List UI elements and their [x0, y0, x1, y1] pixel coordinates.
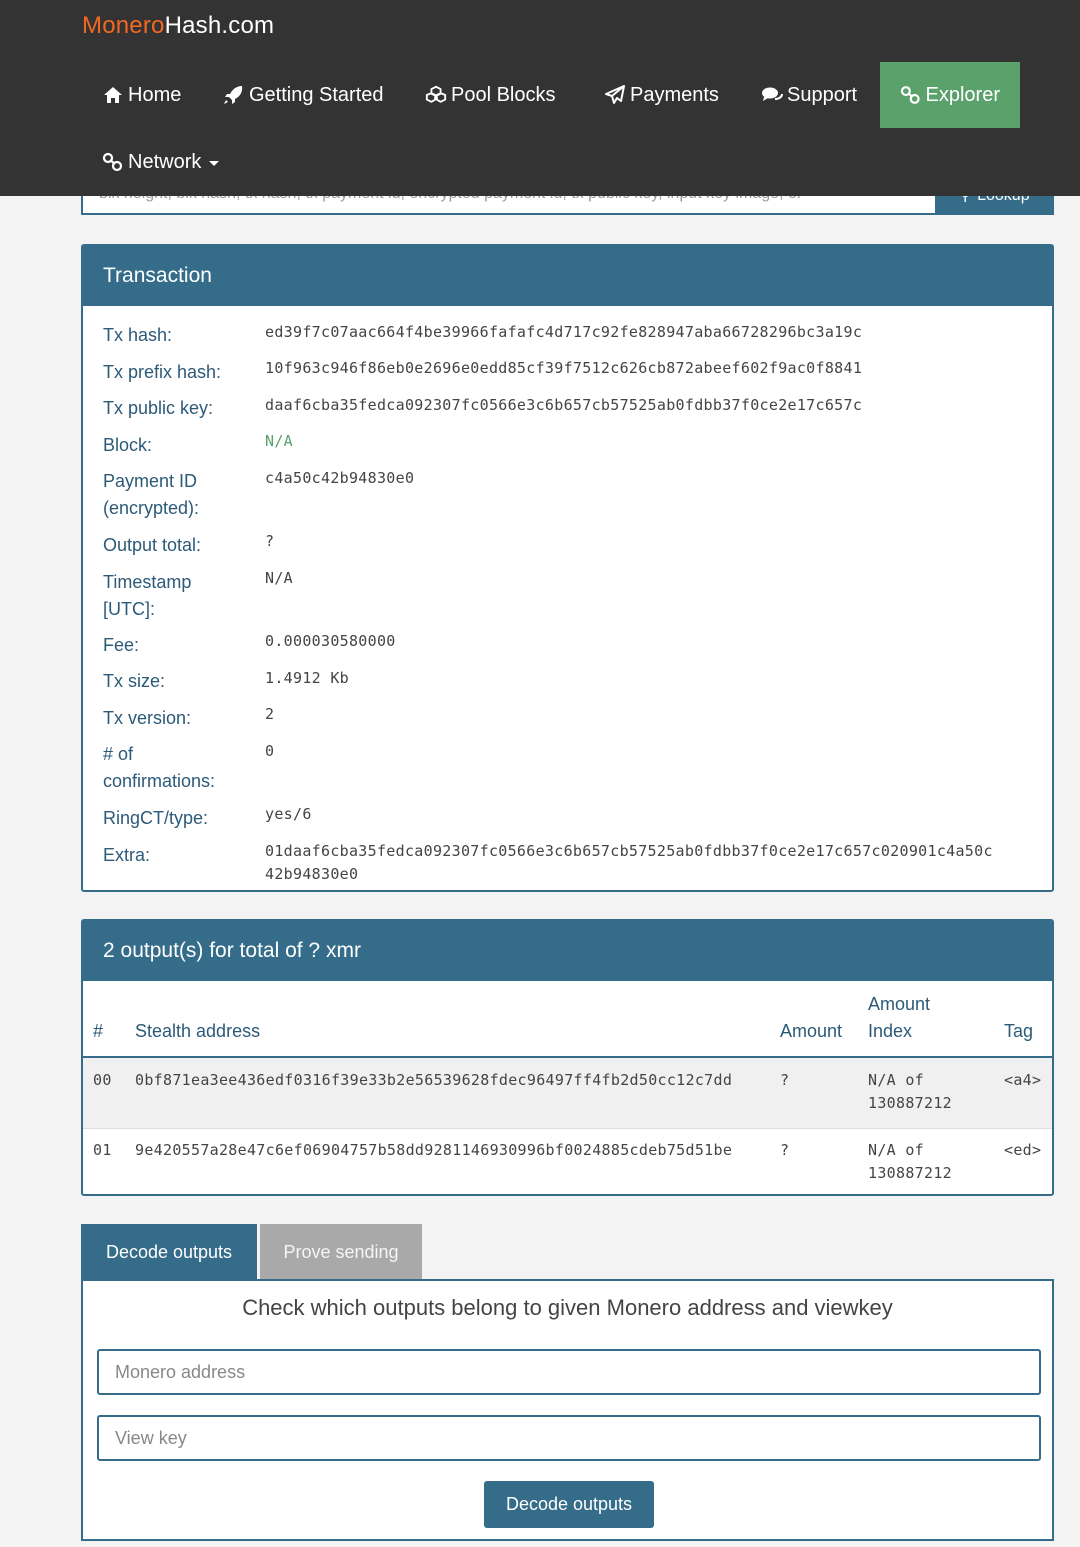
tx-version-value: 2 [265, 705, 275, 723]
payment-id-label-line1: Payment ID [103, 471, 198, 491]
tx-hash-value: ed39f7c07aac664f4be39966fafafc4d717c92fe828947aba66728296bc3a19c [265, 323, 863, 341]
brand-logo[interactable] [82, 12, 274, 40]
transaction-panel [81, 244, 1054, 892]
col-header-stealth-address: Stealth address [135, 1021, 261, 1041]
nav-explorer-label: Explorer [925, 83, 1000, 106]
timestamp-label-line2: [UTC]: [103, 599, 155, 619]
nav-payments-label: Payments [630, 83, 719, 106]
comments-icon [761, 85, 783, 105]
row-amount-index-line2: 130887212 [868, 1094, 952, 1112]
nav-support[interactable] [741, 62, 877, 128]
ringct-label: RingCT/type: [103, 808, 209, 828]
tx-version-label: Tx version: [103, 708, 192, 728]
col-header-amount-index [868, 991, 930, 1045]
row-tag: <ed> [1004, 1141, 1042, 1159]
extra-value-line1: 01daaf6cba35fedca092307fc0566e3c6b657cb57525ab0fdbb37f0ce2e17c657c020901c4a50c [265, 842, 993, 860]
outputs-panel [81, 919, 1054, 1196]
view-key-input[interactable]: View key [97, 1415, 1041, 1461]
tx-size-label: Tx size: [103, 671, 166, 691]
fee-label: Fee: [103, 635, 140, 655]
payment-id-label [103, 468, 199, 522]
payment-id-value: c4a50c42b94830e0 [265, 469, 415, 487]
tx-prefix-hash-value: 10f963c946f86eb0e2696e0edd85cf39f7512c626cb872abeef602f9ac0f8841 [265, 359, 863, 377]
tx-hash-label: Tx hash: [103, 325, 173, 345]
home-icon [102, 85, 124, 105]
block-value[interactable]: N/A [265, 432, 293, 450]
nav-home-label: Home [128, 83, 182, 106]
nav-network-dropdown[interactable] [82, 129, 239, 195]
outputs-panel-title: 2 output(s) for total of ? xmr [83, 921, 1052, 981]
monero-address-input[interactable]: Monero address [97, 1349, 1041, 1395]
col-header-tag: Tag [1004, 1021, 1034, 1041]
row-amount: ? [780, 1141, 790, 1159]
decode-outputs-title: Check which outputs belong to given Monero address and viewkey [242, 1295, 893, 1320]
link-icon [102, 152, 124, 172]
extra-value [265, 840, 993, 886]
confirmations-value: 0 [265, 742, 275, 760]
nav-payments[interactable] [584, 62, 739, 128]
confirmations-label-line1: # of [103, 744, 134, 764]
row-amount-index [868, 1069, 952, 1115]
row-amount: ? [780, 1071, 790, 1089]
nav-home[interactable] [82, 62, 201, 128]
row-amount-index-line1: N/A of [868, 1071, 924, 1089]
tx-prefix-hash-label: Tx prefix hash: [103, 362, 222, 382]
tx-size-value: 1.4912 Kb [265, 669, 349, 687]
row-num: 00 [93, 1071, 112, 1089]
link-icon [900, 85, 922, 105]
rocket-icon [223, 85, 245, 105]
row-divider [83, 1128, 1052, 1129]
row-amount-index [868, 1139, 952, 1185]
col-header-num: # [93, 1021, 104, 1041]
tab-decode-outputs[interactable]: Decode outputs [81, 1224, 257, 1280]
nav-support-label: Support [787, 83, 858, 106]
output-total-value: ? [265, 532, 275, 550]
output-total-label: Output total: [103, 535, 202, 555]
col-header-amount: Amount [780, 1021, 843, 1041]
nav-pool-blocks-label: Pool Blocks [451, 83, 556, 106]
extra-value-line2: 42b94830e0 [265, 865, 359, 883]
block-label: Block: [103, 435, 153, 455]
ringct-value: yes/6 [265, 805, 312, 823]
timestamp-value: N/A [265, 569, 293, 587]
cubes-icon [425, 85, 447, 105]
nav-explorer[interactable] [880, 62, 1020, 128]
nav-getting-started-label: Getting Started [249, 83, 384, 106]
timestamp-label-line1: Timestamp [103, 572, 192, 592]
row-num: 01 [93, 1141, 112, 1159]
brand-part1: Monero [82, 12, 165, 39]
transaction-panel-title: Transaction [83, 246, 1052, 306]
navbar [0, 0, 1080, 196]
row-tag: <a4> [1004, 1071, 1042, 1089]
confirmations-label [103, 741, 215, 795]
fee-value: 0.000030580000 [265, 632, 396, 650]
paper-plane-icon [604, 85, 626, 105]
nav-getting-started[interactable] [203, 62, 404, 128]
tab-prove-sending[interactable]: Prove sending [260, 1224, 422, 1280]
col-header-amount-index-line2: Index [868, 1021, 913, 1041]
row-stealth-address: 9e420557a28e47c6ef06904757b58dd9281146930996bf0024885cdeb75d51be [135, 1141, 733, 1159]
decode-outputs-button[interactable]: Decode outputs [484, 1481, 654, 1528]
decode-outputs-panel [81, 1279, 1054, 1541]
caret-down-icon [209, 161, 219, 166]
timestamp-label [103, 569, 191, 623]
extra-label: Extra: [103, 845, 151, 865]
tx-public-key-value: daaf6cba35fedca092307fc0566e3c6b657cb57525ab0fdbb37f0ce2e17c657c [265, 396, 863, 414]
nav-network-label: Network [128, 150, 202, 173]
row-stealth-address: 0bf871ea3ee436edf0316f39e33b2e56539628fdec96497ff4fb2d50cc12c7dd [135, 1071, 733, 1089]
nav-pool-blocks[interactable] [405, 62, 576, 128]
row-amount-index-line1: N/A of [868, 1141, 924, 1159]
payment-id-label-line2: (encrypted): [103, 498, 200, 518]
tx-public-key-label: Tx public key: [103, 398, 214, 418]
row-amount-index-line2: 130887212 [868, 1164, 952, 1182]
brand-part2: Hash.com [164, 12, 275, 39]
col-header-amount-index-line1: Amount [868, 994, 931, 1014]
confirmations-label-line2: confirmations: [103, 771, 216, 791]
